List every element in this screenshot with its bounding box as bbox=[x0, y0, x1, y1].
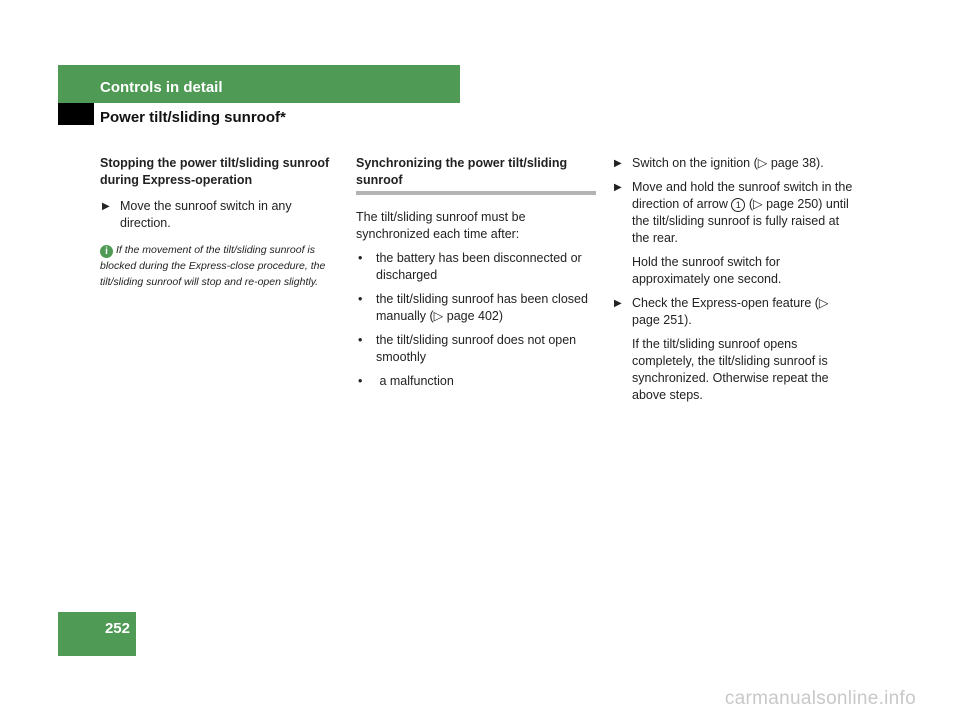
bullet-item bbox=[356, 250, 596, 284]
step-ignition bbox=[612, 155, 857, 172]
column-synchronizing bbox=[356, 155, 596, 397]
column-stopping bbox=[100, 155, 340, 290]
hold-note: Hold the sunroof switch for approximately one second. bbox=[632, 255, 782, 286]
intro-text: The tilt/sliding sunroof must be synchronized each time after: bbox=[356, 210, 526, 241]
step-text: Move the sunroof switch in any direction. bbox=[120, 199, 292, 230]
bullet-item bbox=[356, 373, 596, 390]
step-arrow-icon: ▶ bbox=[102, 201, 110, 212]
result-note: If the tilt/sliding sunroof opens completely, the tilt/sliding sunroof is synchronized. Otherwise repeat the above steps. bbox=[632, 337, 829, 402]
info-note bbox=[100, 242, 340, 290]
watermark: carmanualsonline.info bbox=[724, 688, 916, 709]
info-text: If the movement of the tilt/sliding sunroof is blocked during the Express-close procedure, the tilt/sliding sunroof will stop and re-open slightly. bbox=[100, 244, 326, 288]
step-arrow-icon: ▶ bbox=[614, 158, 622, 169]
chapter-title: Controls in detail bbox=[100, 79, 223, 96]
arrow-number-icon: 1 bbox=[731, 198, 745, 212]
step-text-a: Move and hold the sunroof switch in the direction of arrow bbox=[632, 180, 853, 211]
bullet-dot-icon: • bbox=[358, 374, 363, 388]
section-marker bbox=[58, 103, 94, 125]
step-move-switch bbox=[100, 198, 340, 232]
bullet-dot-icon: • bbox=[358, 333, 363, 347]
step-arrow-icon: ▶ bbox=[614, 182, 622, 193]
bullet-item bbox=[356, 291, 596, 325]
bullet-text: the tilt/sliding sunroof has been closed manually (▷ page 402) bbox=[376, 292, 588, 323]
info-icon: i bbox=[100, 245, 113, 258]
heading-synchronizing: Synchronizing the power tilt/sliding sunroof bbox=[356, 155, 596, 195]
column-steps bbox=[612, 155, 857, 411]
heading-stopping: Stopping the power tilt/sliding sunroof during Express-operation bbox=[100, 156, 330, 187]
bullet-text: the tilt/sliding sunroof does not open smoothly bbox=[376, 333, 577, 364]
bullet-dot-icon: • bbox=[358, 251, 363, 265]
section-title: Power tilt/sliding sunroof* bbox=[100, 109, 286, 126]
step-arrow-icon: ▶ bbox=[614, 298, 622, 309]
step-text: Switch on the ignition (▷ page 38). bbox=[632, 156, 824, 170]
bullet-item bbox=[356, 332, 596, 366]
bullet-text: a malfunction bbox=[376, 374, 454, 388]
step-text: Check the Express-open feature (▷ page 251). bbox=[632, 296, 829, 327]
page-number: 252 bbox=[104, 620, 130, 637]
bullet-text: the battery has been disconnected or discharged bbox=[376, 251, 582, 282]
step-check-express bbox=[612, 295, 857, 329]
step-text-b: (▷ page 250) until the tilt/sliding sunroof is fully raised at the rear. bbox=[632, 197, 849, 245]
step-hold-switch bbox=[612, 179, 857, 247]
bullet-dot-icon: • bbox=[358, 292, 363, 306]
